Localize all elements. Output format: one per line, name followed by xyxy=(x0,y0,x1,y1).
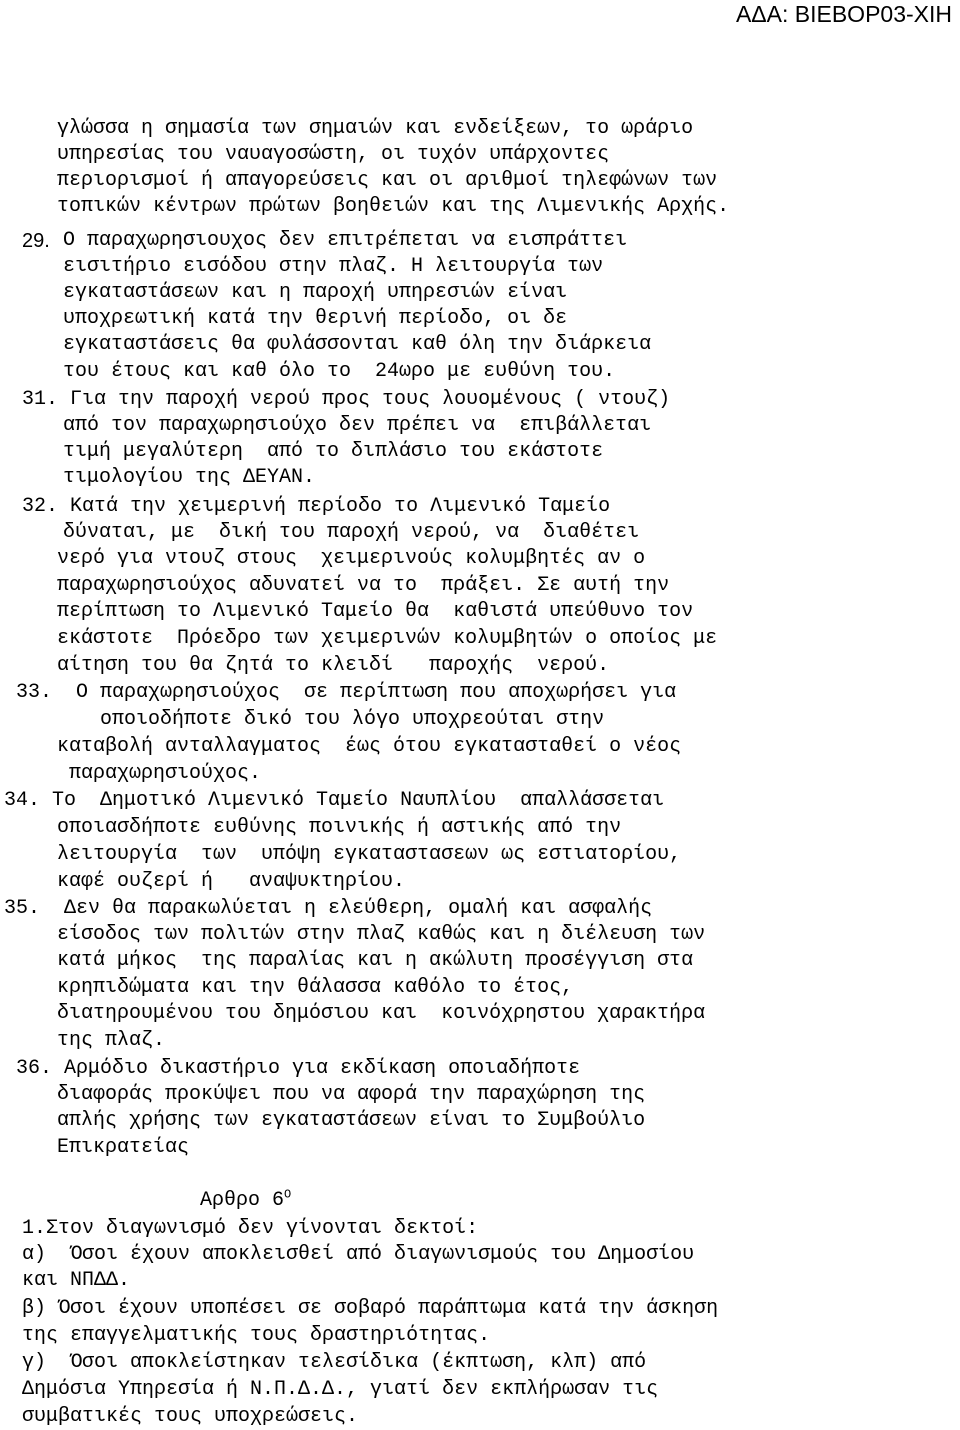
text-line: Επικρατείας xyxy=(57,1136,190,1159)
text-line: δύναται, με δική του παροχή νερού, να διαθέτει xyxy=(63,521,640,544)
text-line: 34. Το Δημοτικό Λιμενικό Ταμείο Ναυπλίου απαλλάσσεται xyxy=(4,789,665,812)
text-line: από τον παραχωρησιούχο δεν πρέπει να επιβάλλεται xyxy=(63,414,652,437)
text-line: διαφοράς προκύψει που να αφορά την παραχώρηση της xyxy=(57,1083,646,1106)
text-line: β) Όσοι έχουν υποπέσει σε σοβαρό παράπτωμα κατά την άσκηση xyxy=(22,1297,719,1320)
text-line: καταβολή ανταλλαγματος έως ότου εγκατασταθεί ο νέος xyxy=(57,735,682,758)
text-line: καφέ ουζερί ή αναψυκτηρίου. xyxy=(57,870,406,893)
text-line: απλής χρήσης των εγκαταστάσεων είναι το Συμβούλιο xyxy=(57,1109,646,1132)
article-title: Αρθρο 6 xyxy=(200,1189,285,1212)
text-line: α) Όσοι έχουν αποκλεισθεί από διαγωνισμούς του Δημοσίου xyxy=(22,1243,695,1266)
text-line: Δημόσια Υπηρεσία ή Ν.Π.Δ.Δ., γιατί δεν εκπλήρωσαν τις xyxy=(22,1378,659,1401)
text-line: 33. Ο παραχωρησιούχος σε περίπτωση που αποχωρήσει για xyxy=(16,681,677,704)
document-id-header: ΑΔΑ: ΒΙΕΒΟΡ03-ΧΙΗ xyxy=(735,1,952,27)
text-line: οποιοδήποτε δικό του λόγο υποχρεούται στην xyxy=(100,708,605,731)
text-line: παραχωρησιούχος αδυνατεί να το πράξει. Σε αυτή την xyxy=(57,574,670,597)
text-line: κατά μήκος της παραλίας και η ακώλυτη προσέγγιση στα xyxy=(57,949,694,972)
text-line: τιμή μεγαλύτερη από το διπλάσιο του εκάστοτε xyxy=(63,440,604,463)
text-line: εισιτήριο εισόδου στην πλαζ. Η λειτουργία των xyxy=(63,255,604,278)
text-line: 31. Για την παροχή νερού προς τους λουομένους ( ντουζ) xyxy=(22,388,671,411)
text-line: τιμολογίου της ΔΕΥΑΝ. xyxy=(63,466,316,489)
text-line: περίπτωση το Λιμενικό Ταμείο θα καθιστά υπεύθυνο τον xyxy=(57,600,694,623)
text-line: διατηρουμένου του δημόσιου και κοινόχρηστου χαρακτήρα xyxy=(57,1002,706,1025)
text-line: του έτους και καθ όλο το 24ωρο με ευθύνη του. xyxy=(63,360,616,383)
text-line: 1.Στον διαγωνισμό δεν γίνονται δεκτοί: xyxy=(22,1217,479,1240)
text-line: 35. Δεν θα παρακωλύεται η ελεύθερη, ομαλή και ασφαλής xyxy=(4,897,653,920)
text-line: εγκαταστάσεων και η παροχή υπηρεσιών είναι xyxy=(63,281,568,304)
text-line: Ο παραχωρησιουχος δεν επιτρέπεται να εισπράττει xyxy=(63,229,628,252)
item-number: 29. xyxy=(22,230,50,252)
text-line: και ΝΠΔΔ. xyxy=(22,1269,131,1292)
text-line: τοπικών κέντρων πρώτων βοηθειών και της Λιμενικής Αρχής. xyxy=(57,195,730,218)
text-line: είσοδος των πολιτών στην πλαζ καθώς και η διέλευση των xyxy=(57,923,706,946)
text-line: νερό για ντουζ στους χειμερινούς κολυμβητές αν ο xyxy=(57,547,646,570)
text-line: υποχρεωτική κατά την θερινή περίοδο, οι δε xyxy=(63,307,568,330)
text-line: της επαγγελματικής τους δραστηριότητας. xyxy=(22,1324,491,1347)
text-line: κρηπιδώματα και την θάλασσα καθόλο το έτος, xyxy=(57,976,574,999)
text-line: λειτουργία των υπόψη εγκαταστασεων ως εστιατορίου, xyxy=(57,843,682,866)
text-line: συμβατικές τους υποχρεώσεις. xyxy=(22,1405,359,1428)
article-ordinal-sup: Ο xyxy=(284,1187,292,1202)
text-line: εκάστοτε Πρόεδρο των χειμερινών κολυμβητών ο οποίος με xyxy=(57,627,718,650)
article-heading xyxy=(200,1188,291,1214)
text-line: γλώσσα η σημασία των σημαιών και ενδείξεων, το ωράριο xyxy=(57,117,694,140)
text-line: αίτηση του θα ζητά το κλειδί παροχής νερού. xyxy=(57,654,610,677)
text-line: γ) Όσοι αποκλείστηκαν τελεσίδικα (έκπτωση, κλπ) από xyxy=(22,1351,647,1374)
text-line: της πλαζ. xyxy=(57,1029,166,1052)
text-line: παραχωρησιούχος. xyxy=(69,762,262,785)
text-line: περιορισμοί ή απαγορεύσεις και οι αριθμοί τηλεφώνων των xyxy=(57,169,718,192)
text-line: εγκαταστάσεις θα φυλάσσονται καθ όλη την διάρκεια xyxy=(63,333,652,356)
text-line: οποιασδήποτε ευθύνης ποινικής ή αστικής από την xyxy=(57,816,622,839)
text-line: 36. Αρμόδιο δικαστήριο για εκδίκαση οποιαδήποτε xyxy=(16,1057,581,1080)
text-line: υπηρεσίας του ναυαγοσώστη, οι τυχόν υπάρχοντες xyxy=(57,143,610,166)
text-line: 32. Κατά την χειμερινή περίοδο το Λιμενικό Ταμείο xyxy=(22,495,611,518)
